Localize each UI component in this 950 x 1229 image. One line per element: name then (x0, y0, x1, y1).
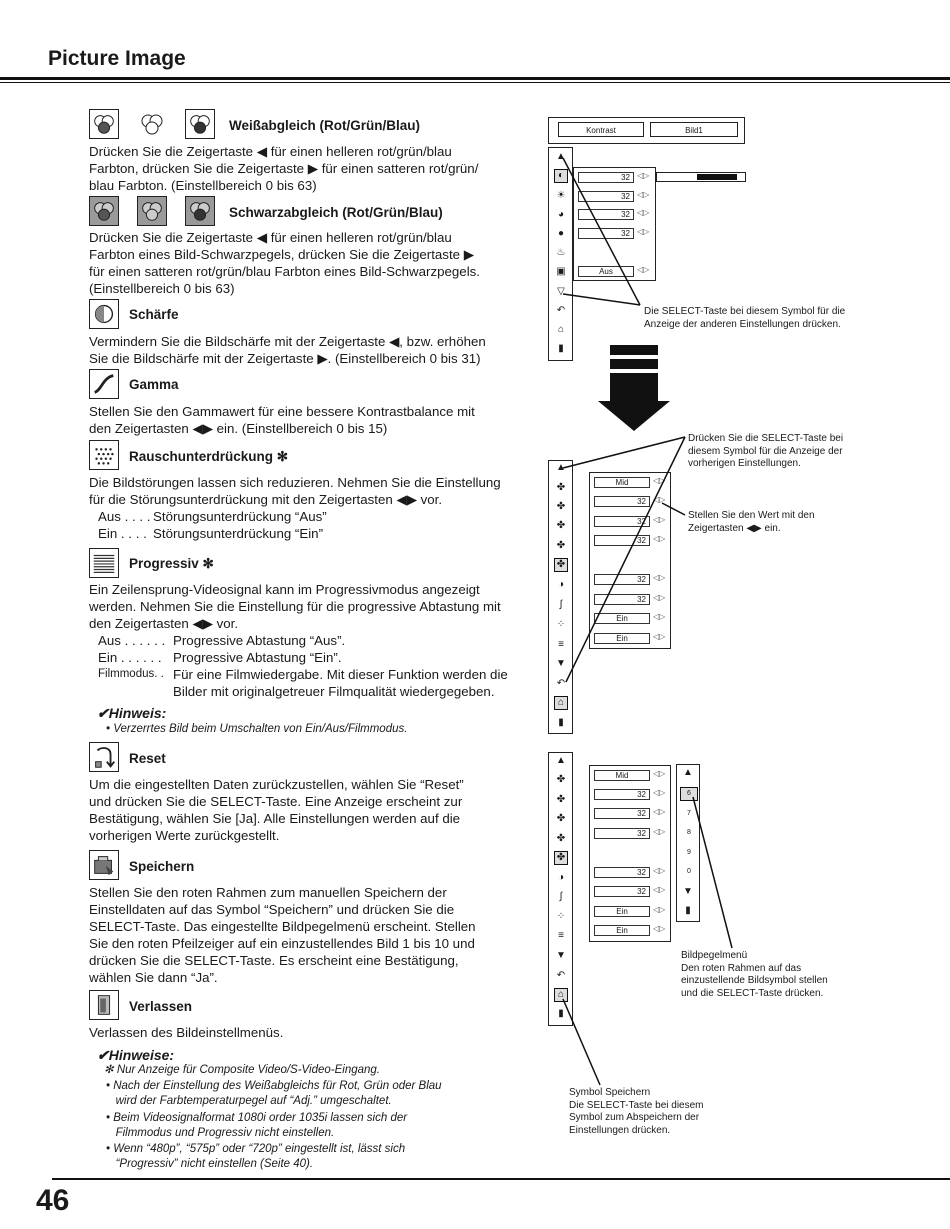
noise-reduction-icon[interactable]: ⁘ (556, 619, 566, 630)
adjust-arrows-icon[interactable]: ◁▷ (653, 769, 666, 778)
menu3-value: 32 (594, 808, 650, 819)
adjust-arrows-icon[interactable]: ◁▷ (653, 827, 666, 836)
up-arrow-icon[interactable]: ▲ (556, 462, 566, 473)
sharpness-heading: Schärfe (129, 307, 179, 322)
store-icon[interactable]: ⌂ (555, 989, 567, 1001)
menu3-value: Ein (594, 925, 650, 936)
header-rule-thin (0, 82, 950, 83)
gamma-icon (89, 369, 119, 399)
progressive-option-off: Aus . . . . . . Progressive Abtastung “Aus”. (98, 633, 346, 648)
white-balance-icon[interactable]: ✤ (556, 482, 566, 493)
reset-heading: Reset (129, 751, 166, 766)
white-balance-red-icon (89, 109, 119, 139)
sharpness-icon[interactable]: ◑ (557, 579, 565, 590)
adjust-arrows-icon[interactable]: ◁▷ (653, 495, 666, 504)
level-item-8[interactable]: 8 (687, 829, 691, 836)
sharpness-icon (89, 299, 119, 329)
adjust-arrows-icon[interactable]: ◁▷ (637, 227, 650, 236)
progressive-icon[interactable]: ≡ (558, 639, 564, 650)
note-item: • Wenn “480p”, “575p” oder “720p” eingestellt ist, lässt sich “Progressiv” nicht einstellen (Seite 40). (106, 1143, 406, 1171)
down-arrow-icon[interactable]: ▼ (683, 886, 693, 897)
white-balance-icon[interactable]: ✤ (556, 520, 566, 531)
progressive-icon[interactable]: ≡ (558, 930, 564, 941)
menu1-caption: Die SELECT-Taste bei diesem Symbol für die Anzeige der anderen Einstellungen drücken. (644, 306, 846, 330)
adjust-arrows-icon[interactable]: ◁▷ (637, 265, 650, 274)
menu1-value: 32 (578, 172, 634, 183)
auto-picture-icon[interactable]: ▣ (556, 266, 566, 277)
progressive-heading: Progressiv ✻ (129, 556, 214, 571)
black-balance-icon[interactable]: ✤ (556, 833, 566, 844)
menu3-value: Ein (594, 906, 650, 917)
black-balance-icon[interactable]: ✤ (556, 559, 566, 570)
adjust-arrows-icon[interactable]: ◁▷ (653, 885, 666, 894)
menu3-value: 32 (594, 867, 650, 878)
adjust-arrows-icon[interactable]: ◁▷ (653, 612, 666, 621)
reset-icon[interactable]: ↶ (556, 305, 566, 316)
adjust-arrows-icon[interactable]: ◁▷ (637, 208, 650, 217)
menu2-caption-top: Drücken Sie die SELECT-Taste bei diesem Symbol für die Anzeige der vorherigen Einstellungen. (688, 433, 844, 469)
menu3-value: 32 (594, 886, 650, 897)
menu2-caption-mid: Stellen Sie den Wert mit den Zeigertasten ◀▶ ein. (688, 510, 815, 534)
white-balance-icon[interactable]: ✤ (556, 774, 566, 785)
note-item: • Nach der Einstellung des Weißabgleichs für Rot, Grün oder Blau wird der Farbtemperaturpegel auf “Adj.” umgeschaltet. (106, 1080, 442, 1108)
gamma-icon[interactable]: ∫ (559, 891, 563, 902)
menu3-value: 32 (594, 789, 650, 800)
store-icon[interactable]: ⌂ (555, 697, 567, 709)
menu2-value: Ein (594, 633, 650, 644)
sharpness-icon[interactable]: ◑ (557, 872, 565, 883)
notes-heading: ✔Hinweise: (97, 1047, 175, 1063)
store-icon (89, 850, 119, 880)
noise-option-off: Aus . . . . Störungsunterdrückung “Aus” (98, 509, 327, 524)
store-heading: Speichern (129, 859, 195, 874)
black-balance-heading: Schwarzabgleich (Rot/Grün/Blau) (229, 205, 443, 220)
note-item: ✻ Nur Anzeige für Composite Video/S-Video-Eingang. (104, 1064, 380, 1076)
down-arrow-icon[interactable]: ▽ (557, 286, 565, 297)
level-item-9[interactable]: 9 (687, 849, 691, 856)
white-balance-text: Drücken Sie die Zeigertaste ◀ für einen helleren rot/grün/blau Farbton, drücken Sie die Zeigertaste ▶ für einen satteren rot/grün/ blau Farbton. (Einstellbereich 0 bis 63) (89, 144, 479, 193)
progressive-text: Ein Zeilensprung-Videosignal kann im Progressivmodus angezeigt werden. Nehmen Sie die Einstellung für die progressive Abtastung mit den Zeigertasten ◀▶ vor. (89, 582, 501, 631)
progressive-option-on: Ein . . . . . . Progressive Abtastung “Ein”. (98, 650, 342, 665)
black-balance-blue-icon (185, 196, 215, 226)
quit-icon (89, 990, 119, 1020)
contrast-icon[interactable]: ◐ (555, 170, 567, 182)
reset-icon[interactable]: ↶ (556, 678, 566, 689)
store-text: Stellen Sie den roten Rahmen zum manuellen Speichern der Einstelldaten auf das Symbol “Speichern” und drücken Sie die SELECT-Taste. Das eingestellte Bildpegelmenü erscheint. Stellen Sie den roten Pfeilzeiger auf ein einzustellendes Bild 1 bis 10 und drücken Sie die SELECT-Taste. Es erscheint eine Bestätigung, wählen Sie dann “Ja”. (89, 885, 476, 985)
noise-option-on: Ein . . . . Störungsunterdrückung “Ein” (98, 526, 323, 541)
black-balance-green-icon (137, 196, 167, 226)
noise-reduction-icon (89, 440, 119, 470)
level-menu-caption: Bildpegelmenü Den roten Rahmen auf das einzustellende Bildsymbol stellen und die SELECT-Taste drücken. (681, 950, 828, 999)
progressive-icon (89, 548, 119, 578)
menu2-value: Ein (594, 613, 650, 624)
white-balance-green-icon (137, 109, 167, 139)
noise-reduction-text: Die Bildstörungen lassen sich reduzieren. Nehmen Sie die Einstellung für die Störungsunterdrückung mit den Zeigertasten ◀▶ vor. (89, 475, 501, 507)
progressive-option-film: Filmmodus. . Für eine Filmwiedergabe. Mit dieser Funktion werden die Bilder mit originalgetreuer Filmqualität wiedergegeben. (98, 667, 508, 699)
adjust-arrows-icon[interactable]: ◁▷ (653, 593, 666, 602)
menu3-value: 32 (594, 828, 650, 839)
quit-text: Verlassen des Bildeinstellmenüs. (89, 1025, 284, 1040)
gamma-heading: Gamma (129, 377, 179, 392)
menu1-value: 32 (578, 209, 634, 220)
header-rule (0, 77, 950, 80)
quit-icon[interactable]: ▮ (558, 343, 564, 354)
level-item-7[interactable]: 7 (687, 810, 691, 817)
quit-icon[interactable]: ▮ (558, 717, 564, 728)
adjust-arrows-icon[interactable]: ◁▷ (653, 924, 666, 933)
page-number: 46 (36, 1184, 70, 1217)
menu1-value-panel (573, 167, 656, 281)
gamma-text: Stellen Sie den Gammawert für eine bessere Kontrastbalance mit den Zeigertasten ◀▶ ein. (Einstellbereich 0 bis 15) (89, 404, 475, 436)
adjust-arrows-icon[interactable]: ◁▷ (653, 788, 666, 797)
quit-heading: Verlassen (129, 999, 193, 1014)
adjust-arrows-icon[interactable]: ◁▷ (653, 807, 666, 816)
adjust-arrows-icon[interactable]: ◁▷ (653, 905, 666, 914)
black-balance-icon[interactable]: ✤ (556, 852, 566, 863)
menu2-value: 32 (594, 535, 650, 546)
footer-rule (52, 1178, 950, 1180)
menu1-value: 32 (578, 228, 634, 239)
level-item-6[interactable]: 6 (681, 788, 697, 800)
up-arrow-icon[interactable]: ▲ (556, 151, 566, 162)
reset-icon[interactable]: ↶ (556, 970, 566, 981)
adjust-arrows-icon[interactable]: ◁▷ (653, 573, 666, 582)
quit-icon[interactable]: ▮ (558, 1008, 564, 1019)
slider-fill (697, 174, 737, 180)
up-arrow-icon[interactable]: ▲ (556, 755, 566, 766)
white-balance-heading: Weißabgleich (Rot/Grün/Blau) (229, 118, 421, 133)
menu2-value: 32 (594, 496, 650, 507)
reset-icon (89, 742, 119, 772)
menu2-value: 32 (594, 574, 650, 585)
noise-reduction-icon[interactable]: ⁘ (556, 911, 566, 922)
progressive-note-heading: ✔Hinweis: (97, 705, 167, 721)
black-balance-icon[interactable]: ✤ (556, 540, 566, 551)
menu1-value: Aus (578, 266, 634, 277)
store-symbol-caption: Symbol Speichern Die SELECT-Taste bei diesem Symbol zum Abspeichern der Einstellungen drücken. (569, 1087, 704, 1136)
white-balance-icon[interactable]: ✤ (556, 501, 566, 512)
level-item-10[interactable]: 0 (687, 868, 691, 875)
adjust-arrows-icon[interactable]: ◁▷ (653, 534, 666, 543)
menu2-value: 32 (594, 594, 650, 605)
white-balance-icon[interactable]: ✤ (556, 794, 566, 805)
adjust-arrows-icon[interactable]: ◁▷ (653, 866, 666, 875)
sharpness-text: Vermindern Sie die Bildschärfe mit der Zeigertaste ◀, bzw. erhöhen Sie die Bildschärfe mit der Zeigertaste ▶. (Einstellbereich 0 bis 31) (89, 334, 486, 366)
black-balance-red-icon (89, 196, 119, 226)
note-item: • Beim Videosignalformat 1080i order 1035i lassen sich der Filmmodus und Progressiv nicht einstellen. (106, 1112, 408, 1140)
menu1-value: 32 (578, 191, 634, 202)
down-arrow-icon[interactable]: ▼ (556, 658, 566, 669)
store-icon[interactable]: ⌂ (557, 324, 565, 335)
white-balance-blue-icon (185, 109, 215, 139)
adjust-arrows-icon[interactable]: ◁▷ (637, 190, 650, 199)
tint-icon[interactable]: ● (557, 228, 565, 239)
menu2-value: 32 (594, 516, 650, 527)
page-title: Picture Image (48, 47, 186, 70)
menu2-value: Mid (594, 477, 650, 488)
up-arrow-icon[interactable]: ▲ (683, 767, 693, 778)
menu1-tab-image[interactable]: Bild1 (650, 122, 738, 137)
adjust-arrows-icon[interactable]: ◁▷ (653, 515, 666, 524)
adjust-arrows-icon[interactable]: ◁▷ (653, 476, 666, 485)
adjust-arrows-icon[interactable]: ◁▷ (653, 632, 666, 641)
brightness-icon[interactable]: ☀ (556, 190, 566, 201)
color-icon[interactable]: ◕ (557, 209, 565, 220)
progressive-note: • Verzerrtes Bild beim Umschalten von Ein/Aus/Filmmodus. (106, 723, 408, 735)
adjust-arrows-icon[interactable]: ◁▷ (637, 171, 650, 180)
quit-icon[interactable]: ▮ (685, 905, 691, 916)
menu3-value: Mid (594, 770, 650, 781)
white-balance-icon[interactable]: ✤ (556, 813, 566, 824)
down-arrow-icon[interactable]: ▼ (556, 950, 566, 961)
color-temp-icon[interactable]: ♨ (556, 247, 566, 258)
down-big-arrow-icon (598, 345, 670, 433)
noise-reduction-heading: Rauschunterdrückung ✻ (129, 449, 289, 464)
black-balance-text: Drücken Sie die Zeigertaste ◀ für einen helleren rot/grün/blau Farbton eines Bild-Schwarzpegels, drücken Sie die Zeigertaste ▶ für einen satteren rot/grün/blau Farbton eines Bild-Schwarzpegels. (Einstellbereich 0 bis 63) (89, 230, 480, 296)
contrast-slider[interactable] (656, 172, 746, 182)
menu1-tab-contrast[interactable]: Kontrast (558, 122, 644, 137)
reset-text: Um die eingestellten Daten zurückzustellen, wählen Sie “Reset” und drücken Sie die SELECT-Taste. Eine Anzeige erscheint zur Bestätigung, wählen Sie [Ja]. Alle Einstellungen werden auf die vorherigen Werte zurückgestellt. (89, 777, 464, 843)
gamma-icon[interactable]: ∫ (559, 599, 563, 610)
